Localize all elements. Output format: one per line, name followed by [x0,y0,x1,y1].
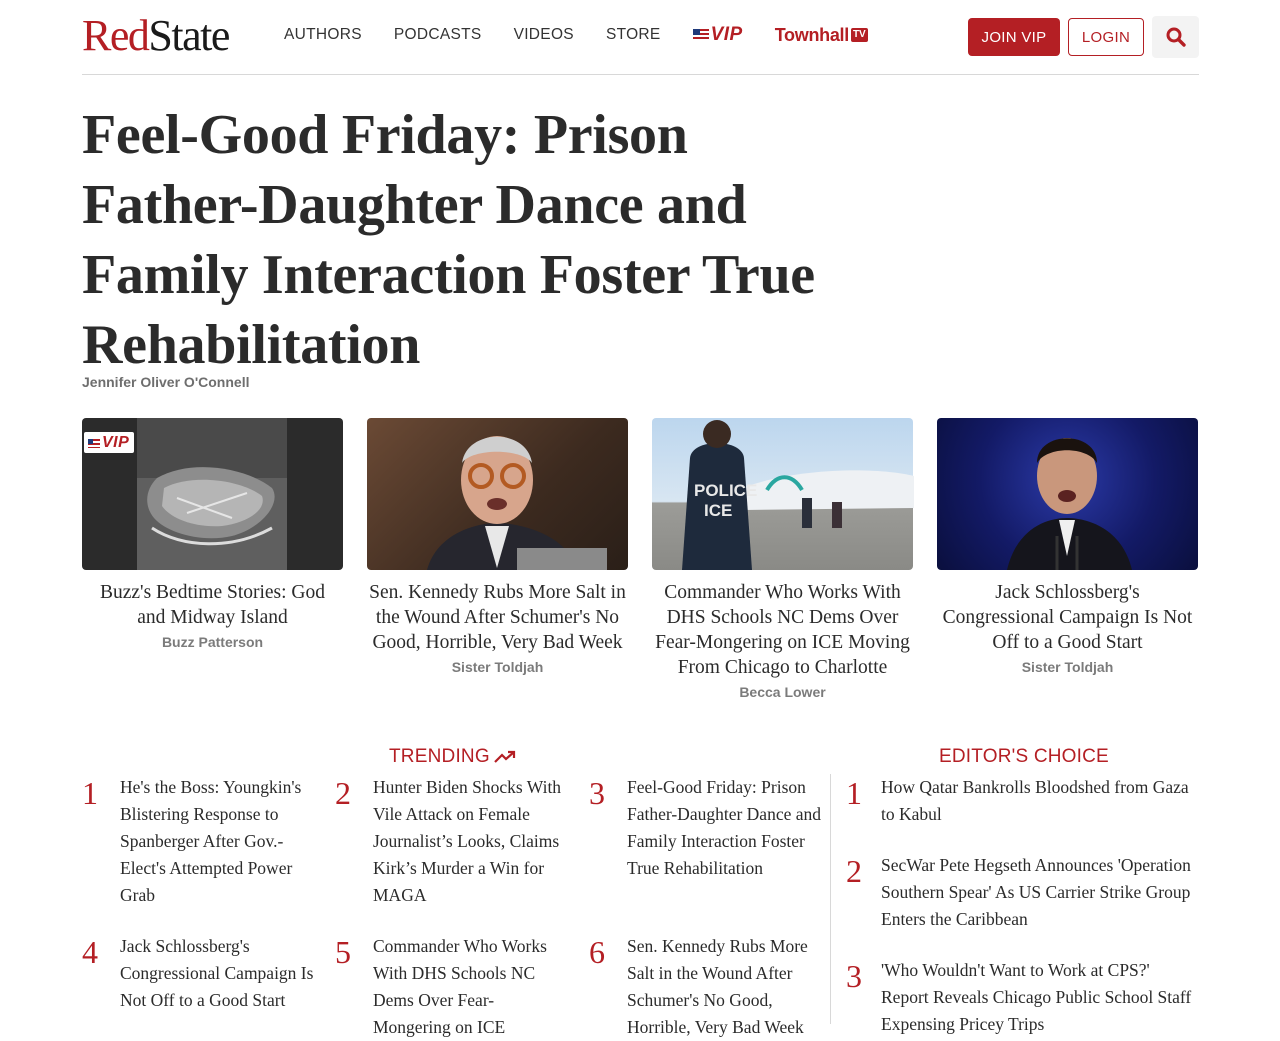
svg-text:ICE: ICE [704,501,733,520]
card-1[interactable] [82,418,343,700]
card-author[interactable]: Buzz Patterson [161,634,264,650]
editors-choice-text[interactable]: 'Who Wouldn't Want to Work at CPS?' Report Reveals Chicago Public School Staff Expensing Pricey Trips [881,960,1192,1034]
trending-item[interactable] [589,774,824,882]
vip-badge-label: VIP [102,434,130,451]
main-nav [284,24,868,46]
card-author[interactable]: Sister Toldjah [451,659,544,675]
editors-choice-item[interactable] [846,957,1199,1038]
trending-rank: 2 [335,775,351,811]
trending-text[interactable]: He's the Boss: Youngkin's Blistering Response to Spanberger After Gov.-Elect's Attempted Power Grab [120,777,302,905]
search-button[interactable] [1152,16,1199,58]
editors-choice-heading [939,745,1109,769]
nav-authors[interactable]: AUTHORS [284,26,362,43]
editors-choice-rank: 3 [846,958,862,994]
nav-townhall-tv[interactable] [775,24,868,46]
card-3[interactable] [652,418,913,700]
card-author[interactable]: Becca Lower [739,684,826,700]
svg-text:POLICE: POLICE [694,481,758,500]
trending-rank: 1 [82,775,98,811]
ice-photo-image [652,418,913,570]
trending-item[interactable] [335,933,570,1041]
card-image-midway [82,418,343,570]
card-title[interactable]: Sen. Kennedy Rubs More Salt in the Wound After Schumer's No Good, Horrible, Very Bad Week [369,582,626,653]
portrait-photo-image [367,418,628,570]
site-header [82,0,1199,75]
editors-choice-text[interactable]: How Qatar Bankrolls Bloodshed from Gaza to Kabul [881,777,1189,824]
search-icon [1166,27,1186,47]
card-title[interactable]: Buzz's Bedtime Stories: God and Midway Island [99,582,326,628]
trending-heading [389,745,516,769]
nav-podcasts[interactable]: PODCASTS [393,26,482,43]
card-author[interactable]: Sister Toldjah [1021,659,1114,675]
editors-choice-title: EDITOR'S CHOICE [939,746,1109,767]
card-2[interactable] [367,418,628,700]
editors-choice-rank: 1 [846,775,862,811]
card-image-schlossberg [937,418,1198,570]
related-cards [82,418,1199,700]
editors-choice-text[interactable]: SecWar Pete Hegseth Announces 'Operation Southern Spear' As US Carrier Strike Group Enters the Caribbean [881,855,1191,929]
trending-item[interactable] [589,933,824,1041]
trending-arrow-icon [494,750,516,764]
trending-item[interactable] [82,933,317,1014]
article-author[interactable]: Jennifer Oliver O'Connell [82,374,250,390]
card-4[interactable] [937,418,1198,700]
editors-choice-rank: 2 [846,853,862,889]
card-image-ice [652,418,913,570]
trending-rank: 6 [589,934,605,970]
speaker-photo-image [937,418,1198,570]
trending-text[interactable]: Commander Who Works With DHS Schools NC Dems Over Fear-Mongering on ICE [373,936,547,1037]
us-flag-icon [88,439,100,448]
trending-rank: 4 [82,934,98,970]
vip-badge [84,432,134,453]
trending-text[interactable]: Jack Schlossberg's Congressional Campaign Is Not Off to a Good Start [120,936,314,1010]
editors-choice-item[interactable] [846,852,1199,933]
trending-title: TRENDING [389,746,490,767]
nav-store[interactable]: STORE [605,26,661,43]
join-vip-button[interactable]: JOIN VIP [968,18,1060,56]
townhall-tv-badge: TV [852,29,866,40]
townhall-label: Townhall [774,25,849,45]
us-flag-icon [693,29,709,41]
nav-videos[interactable]: VIDEOS [513,26,574,43]
nav-vip-label: VIP [710,24,743,45]
login-button[interactable]: LOGIN [1068,18,1144,56]
trending-text[interactable]: Hunter Biden Shocks With Vile Attack on Female Journalist’s Looks, Claims Kirk’s Murder a Win for MAGA [373,777,562,905]
trending-rank: 3 [589,775,605,811]
article-title: Feel-Good Friday: Prison Father-Daughter Dance and Family Interaction Foster True Rehabilitation [82,104,815,376]
card-title[interactable]: Commander Who Works With DHS Schools NC Dems Over Fear-Mongering on ICE Moving From Chicago to Charlotte [655,582,910,678]
card-title[interactable]: Jack Schlossberg's Congressional Campaign Is Not Off to a Good Start [942,582,1193,653]
section-divider [830,774,831,1024]
trending-rank: 5 [335,934,351,970]
editors-choice-item[interactable] [846,774,1199,828]
site-logo[interactable] [82,12,229,60]
trending-item[interactable] [335,774,570,909]
logo-black-text: State [148,11,229,60]
trending-item[interactable] [82,774,317,909]
card-image-kennedy [367,418,628,570]
trending-text[interactable]: Feel-Good Friday: Prison Father-Daughter Dance and Family Interaction Foster True Rehabilitation [627,777,822,878]
trending-text[interactable]: Sen. Kennedy Rubs More Salt in the Wound After Schumer's No Good, Horrible, Very Bad Week [627,936,808,1037]
nav-vip[interactable] [693,24,743,46]
logo-red-text: Red [82,11,149,60]
